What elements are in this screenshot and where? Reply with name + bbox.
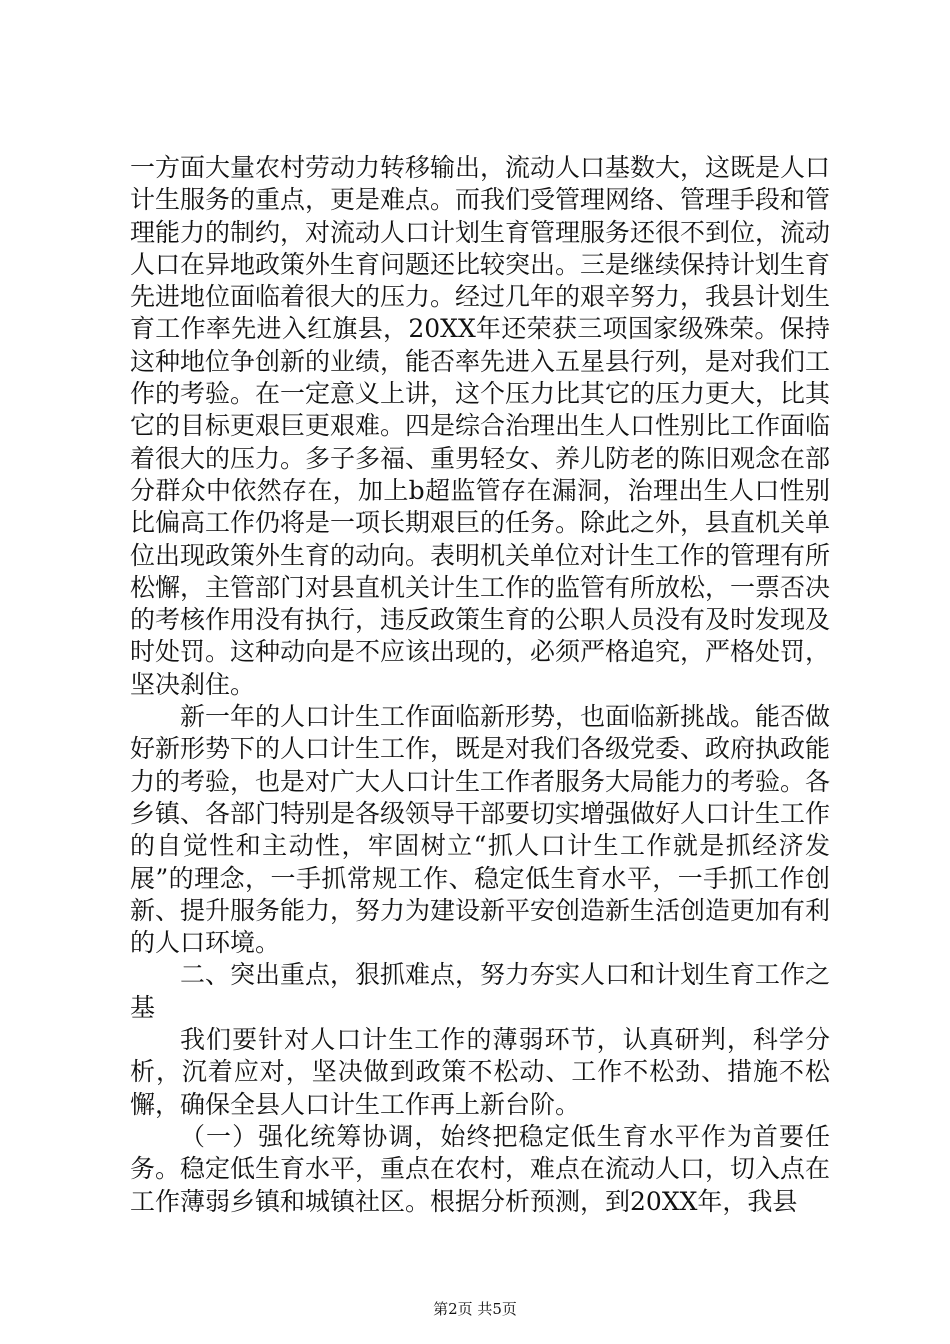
section-heading-two: 二、突出重点，狠抓难点，努力夯实人口和计划生育工作之基 [130, 960, 831, 1022]
document-body [130, 152, 830, 1218]
paragraph-continuation: 一方面大量农村劳动力转移输出，流动人口基数大，这既是人口计生服务的重点，更是难点。而我们受管理网络、管理手段和管理能力的制约，对流动人口计划生育管理服务还很不到位，流动人口在异地政策外生育问题还比较突出。三是继续保持计划生育先进地位面临着很大的压力。经过几年的艰辛努力，我县计划生育工作率先进入红旗县，20XX年还荣获三项国家级殊荣。保持这种地位争创新的业绩，能否率先进入五星县行列，是对我们工作的考验。在一定意义上讲，这个压力比其它的压力更大，比其它的目标更艰巨更艰难。四是综合治理出生人口性别比工作面临着很大的压力。多子多福、重男轻女、养儿防老的陈旧观念在部分群众中依然存在，加上b超监管存在漏洞，治理出生人口性别比偏高工作仍将是一项长期艰巨的任务。除此之外，县直机关单位出现政策外生育的动向。表明机关单位对计生工作的管理有所松懈，主管部门对县直机关计生工作的监管有所放松，一票否决的考核作用没有执行，违反政策生育的公职人员没有及时发现及时处罚。这种动向是不应该出现的，必须严格追究，严格处罚，坚决刹住。 [130, 153, 831, 699]
paragraph-subsection-one: （一）强化统筹协调，始终把稳定低生育水平作为首要任务。稳定低生育水平，重点在农村，难点在流动人口，切入点在工作薄弱乡镇和城镇社区。根据分析预测，到20XX年，我县 [130, 1121, 831, 1216]
page-footer: 第2页 共5页 [433, 1300, 517, 1318]
paragraph-weak-links: 我们要针对人口计生工作的薄弱环节，认真研判，科学分析，沉着应对，坚决做到政策不松动、工作不松劲、措施不松懈，确保全县人口计生工作再上新台阶。 [130, 1025, 830, 1119]
paragraph-new-situation: 新一年的人口计生工作面临新形势，也面临新挑战。能否做好新形势下的人口计生工作，既是对我们各级党委、政府执政能力的考验，也是对广大人口计生工作者服务大局能力的考验。各乡镇、各部门特别是各级领导干部要切实增强做好人口计生工作的自觉性和主动性，牢固树立“抓人口计生工作就是抓经济发展”的理念，一手抓常规工作、稳定低生育水平，一手抓工作创新、提升服务能力，努力为建设新平安创造新生活创造更加有利的人口环境。 [130, 702, 831, 958]
